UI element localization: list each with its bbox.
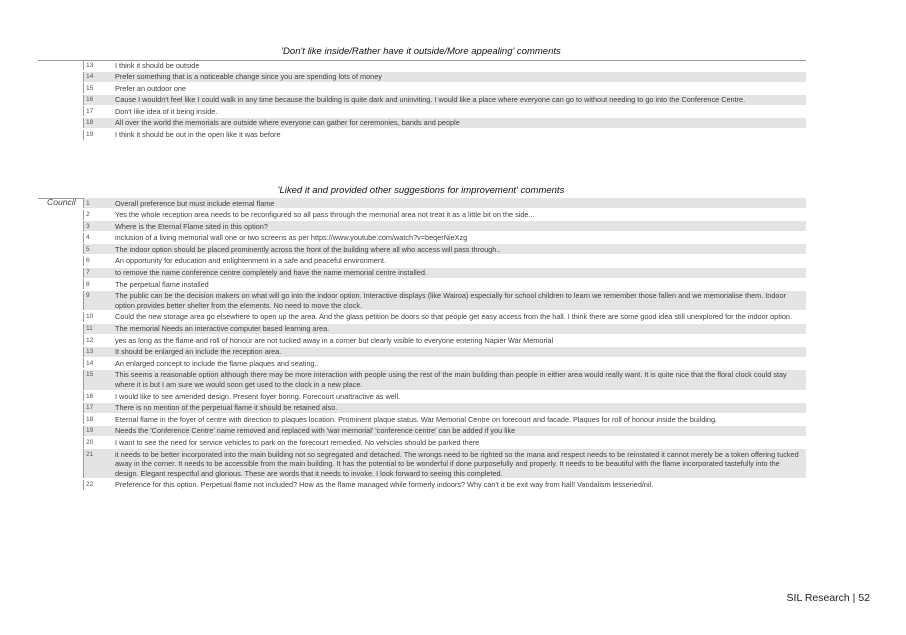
respondent-group-label [38,268,83,280]
comment-text: I would like to see amended design. Present foyer boring. Forecourt unattractive as well. [115,391,401,401]
table-row [38,414,806,426]
comment-number: 2 [86,211,90,219]
row-cells [83,233,806,243]
comment-number: 9 [86,292,90,300]
table-row [38,291,806,312]
table-row [38,312,806,324]
comment-text: The public can be the decision makers on what will go into the indoor option. Interactive displays (like Wairoa) especially for school children to learn we remember those fallen and we memorialise them. Indoor option provides better shelter from the elements. No need to move the clock. [115,291,786,310]
comment-text: Preference for this option. Perpetual flame not included? How as the flame managed while formerly indoors? Why can't it be exit way from hall! Vandalism lessened/nil. [115,480,654,490]
respondent-group-label [38,426,83,438]
respondent-group-label [38,312,83,324]
respondent-group-label [38,414,83,426]
respondent-group-label [38,244,83,256]
table-row [38,358,806,370]
respondent-group-label [38,370,83,391]
respondent-group-label [38,83,83,95]
comment-text: yes as long as the flame and roll of honour are not tucked away in a corner but clearly visible to everyone entering Napier War Memorial [115,335,554,345]
comment-text: An enlarged concept to include the flame plaques and seating.. [115,358,319,368]
comment-number: 15 [86,371,94,379]
comment-number: 18 [86,415,94,423]
comment-text: Prefer an outdoor one [115,83,186,93]
row-cells [83,403,806,413]
row-cells [83,370,806,390]
respondent-group-label [38,324,83,336]
comment-number: 19 [86,427,94,435]
respondent-group-label [38,256,83,268]
respondent-group-label [38,221,83,233]
table-row [38,480,806,492]
table-row [38,256,806,268]
comment-text: Where is the Eternal Flame sited in this option? [115,221,268,231]
row-cells [83,291,806,311]
respondent-group-label [38,233,83,245]
comment-number: 21 [86,450,94,458]
row-cells [83,210,806,220]
comment-text: Could the new storage area go elsewhere to open up the area. And the glass petition be doors so that people get easy access from the hall. I think there are some good idea still unexplored for the indoor option. [115,312,793,322]
comment-text: An opportunity for education and enlightenment in a safe and peaceful environment. [115,256,386,266]
comment-text: There is no mention of the perpetual flame it should be retained also. [115,403,338,413]
comment-text: Overall preference but must include eternal flame [115,198,275,208]
row-cells [83,324,806,334]
comment-text: Prefer something that is a noticeable change since you are spending lots of money [115,72,382,82]
row-cells [83,335,806,345]
row-cells [83,426,806,436]
comment-text: Cause I wouldn't feel like I could walk in any time because the building is quite dark and uninviting. I would like a place where everyone can go to without needing to go into the Conference Centre. [115,95,746,105]
comment-text: It should be enlarged an include the reception area. [115,347,282,357]
table-row [38,403,806,415]
table-row [38,60,806,72]
row-cells [83,312,806,322]
row-cells [83,106,806,116]
table-row [38,210,806,222]
respondent-group-label [38,118,83,130]
comment-number: 1 [86,199,90,207]
comment-number: 8 [86,280,90,288]
section2-title: 'Liked it and provided other suggestions for improvement' comments [277,185,565,196]
respondent-group-label [38,291,83,312]
table-row [38,324,806,336]
table-row [38,221,806,233]
respondent-group-label: Council [47,197,76,207]
row-cells [83,437,806,447]
row-cells [83,256,806,266]
respondent-group-label [38,449,83,480]
comment-text: I think it should be outside [115,60,200,70]
table-row [38,83,806,95]
row-cells [83,72,806,82]
respondent-group-label [38,437,83,449]
comment-number: 7 [86,269,90,277]
comment-text: The perpetual flame installed [115,279,209,289]
comment-text: Eternal flame in the foyer of centre with direction to plaques location. Prominent plaque status. War Memorial Centre on forecourt and facade. Plaques for roll of honour inside the building. [115,414,718,424]
respondent-group-label [38,210,83,222]
comment-text: Needs the 'Conference Centre' name removed and replaced with 'war memorial' 'conference centre' can be added if you like [115,426,516,436]
respondent-group-label [38,130,83,142]
comment-number: 22 [86,481,94,489]
table-row [38,198,806,210]
row-cells [83,347,806,357]
respondent-group-label [38,72,83,84]
comment-number: 20 [86,438,94,446]
comment-text: I want to see the need for service vehicles to park on the forecourt remedied. No vehicles should be parked there [115,437,480,447]
table-row [38,370,806,391]
table-row [38,449,806,480]
row-cells [83,279,806,289]
comment-text: The indoor option should be placed prominently across the front of the building where all who access will pass through.. [115,244,501,254]
respondent-group-label [38,358,83,370]
respondent-group-label [38,95,83,107]
comment-number: 5 [86,245,90,253]
comments-table-suggestions [38,198,806,491]
table-row [38,233,806,245]
row-cells [83,83,806,93]
comment-text: Yes the whole reception area needs to be reconfigured so all pass through the memorial area not treat it as a little bit on the side... [115,210,535,220]
row-cells [83,391,806,401]
row-cells [83,130,806,140]
row-cells [83,480,806,490]
table-row [38,279,806,291]
respondent-group-label [38,347,83,359]
row-cells [83,60,806,70]
table-row [38,118,806,130]
table-row [38,244,806,256]
comment-number: 19 [86,131,94,139]
respondent-group-label [38,106,83,118]
comment-text: Don't like idea of it being inside. [115,106,218,116]
comment-number: 14 [86,359,94,367]
table-row [38,347,806,359]
respondent-group-label [38,403,83,415]
table-row [38,130,806,142]
comment-text: to remove the name conference centre completely and have the name memorial centre installed. [115,268,427,278]
comment-number: 18 [86,119,94,127]
comment-text: inclusion of a living memorial wall one or two screens as per https://www.youtube.com/watch?v=beqerNieXzg [115,233,468,243]
table-row [38,106,806,118]
comment-number: 16 [86,392,94,400]
comment-text: The memorial Needs an interactive computer based learning area. [115,324,330,334]
page-footer: SIL Research | 52 [786,592,870,604]
respondent-group-label [38,335,83,347]
row-cells [83,198,806,208]
comment-number: 6 [86,257,90,265]
comment-number: 4 [86,234,90,242]
comment-text: All over the world the memorials are outside where everyone can gather for ceremonies, bands and people [115,118,460,128]
respondent-group-label [38,279,83,291]
table-row [38,391,806,403]
respondent-group-label [38,480,83,492]
comment-number: 14 [86,73,94,81]
respondent-group-label [38,60,83,72]
row-cells [83,95,806,105]
comment-number: 16 [86,96,94,104]
section1-title: 'Don't like inside/Rather have it outside/More appealing' comments [281,46,561,57]
row-cells [83,118,806,128]
comment-number: 11 [86,325,93,333]
comment-number: 15 [86,84,94,92]
comment-number: 17 [86,107,94,115]
table-row [38,335,806,347]
comment-text: I think it should be out in the open like it was before [115,130,281,140]
table-row [38,72,806,84]
comment-number: 12 [86,336,94,344]
comment-number: 13 [86,61,94,69]
row-cells [83,358,806,368]
table-row [38,95,806,107]
table-row [38,268,806,280]
comment-number: 3 [86,222,90,230]
comment-number: 10 [86,313,94,321]
row-cells [83,221,806,231]
comment-number: 13 [86,348,94,356]
row-cells [83,449,806,478]
row-cells [83,244,806,254]
comment-number: 17 [86,404,94,412]
row-cells [83,268,806,278]
row-cells [83,414,806,424]
comment-text: This seems a reasonable option although there may be more interaction with people using the rest of the main building than people in either area would really want. It is quite nice that the floral clock could stay where it is but I am sure we would soon get used to the clock in a new place. [115,370,787,389]
comments-table-outside [38,60,806,141]
table-row [38,437,806,449]
respondent-group-label [38,391,83,403]
table-row [38,426,806,438]
comment-text: it needs to be better incorporated into the main building not so segregated and detached. The wrongs need to be righted so the mana and respect needs to be reinstated it cannot merely be a token offering tucked away in the corner. It needs to be accessible from the main building. It has the potential to be wonderful if done purposefully and properly. It needs to be beautiful with the flame incorporated tastefully into the design. Elegant respectful and glorious. These are words that it needs to invoke. I look forward to seeing this completed. [115,449,799,478]
